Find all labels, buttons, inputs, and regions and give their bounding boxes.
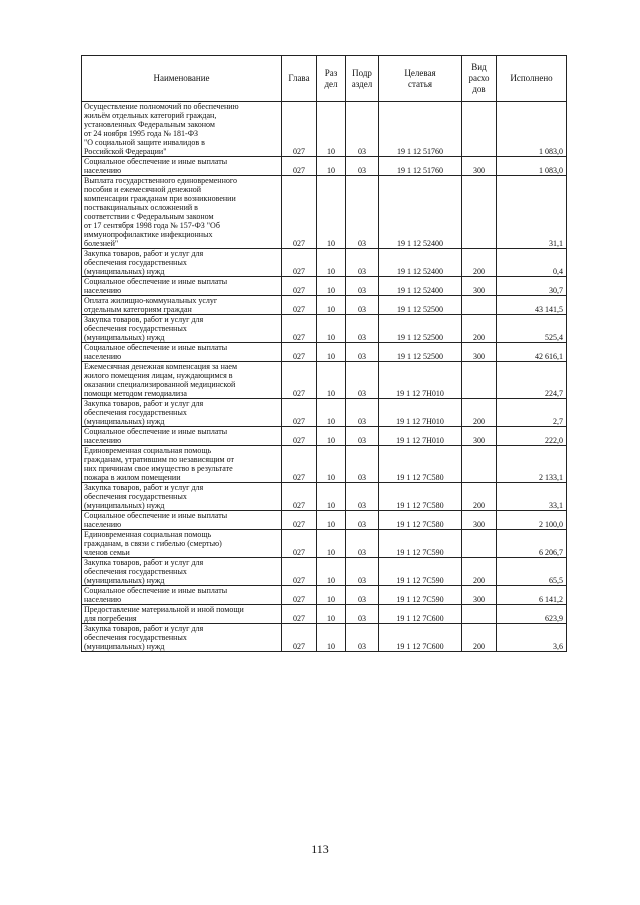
cell-podrazdel: 03 xyxy=(346,558,379,586)
cell-name: Выплата государственного единовременного пособия и ежемесячной денежной компенсации гражданам при возникновении поствакцинальных осложнений в соответствии с Федеральным законом от 17 сентября 1998 года № 157-ФЗ "Об иммунопрофилактике инфекционных болезней" xyxy=(82,176,282,249)
header-name: Наименование xyxy=(82,56,282,102)
cell-podrazdel: 03 xyxy=(346,157,379,176)
cell-podrazdel: 03 xyxy=(346,315,379,343)
cell-podrazdel: 03 xyxy=(346,399,379,427)
cell-name: Закупка товаров, работ и услуг для обеспечения государственных (муниципальных) нужд xyxy=(82,315,282,343)
cell-vid: 200 xyxy=(462,399,497,427)
cell-done: 222,0 xyxy=(497,427,567,446)
cell-razdel: 10 xyxy=(317,277,346,296)
cell-vid: 300 xyxy=(462,586,497,605)
cell-razdel: 10 xyxy=(317,511,346,530)
cell-podrazdel: 03 xyxy=(346,102,379,157)
cell-name: Закупка товаров, работ и услуг для обеспечения государственных (муниципальных) нужд xyxy=(82,249,282,277)
cell-target: 19 1 12 52500 xyxy=(379,343,462,362)
cell-vid xyxy=(462,530,497,558)
cell-razdel: 10 xyxy=(317,605,346,624)
table-row xyxy=(82,511,567,530)
table-row xyxy=(82,427,567,446)
cell-podrazdel: 03 xyxy=(346,296,379,315)
cell-glava: 027 xyxy=(282,605,317,624)
table-row xyxy=(82,624,567,652)
cell-vid: 300 xyxy=(462,343,497,362)
cell-name: Социальное обеспечение и иные выплаты населению xyxy=(82,157,282,176)
cell-name: Единовременная социальная помощь гражданам, в связи с гибелью (смертью) членов семьи xyxy=(82,530,282,558)
table-row xyxy=(82,586,567,605)
header-vid: Вид расхо дов xyxy=(462,56,497,102)
cell-razdel: 10 xyxy=(317,249,346,277)
table-row xyxy=(82,446,567,483)
cell-glava: 027 xyxy=(282,586,317,605)
table-row xyxy=(82,558,567,586)
cell-name: Предоставление материальной и иной помощи для погребения xyxy=(82,605,282,624)
cell-glava: 027 xyxy=(282,483,317,511)
cell-name: Социальное обеспечение и иные выплаты населению xyxy=(82,427,282,446)
cell-razdel: 10 xyxy=(317,157,346,176)
cell-target: 19 1 12 7Н010 xyxy=(379,362,462,399)
cell-glava: 027 xyxy=(282,102,317,157)
cell-glava: 027 xyxy=(282,558,317,586)
cell-glava: 027 xyxy=(282,249,317,277)
cell-target: 19 1 12 51760 xyxy=(379,102,462,157)
cell-vid: 300 xyxy=(462,157,497,176)
cell-done: 42 616,1 xyxy=(497,343,567,362)
cell-done: 6 206,7 xyxy=(497,530,567,558)
cell-done: 6 141,2 xyxy=(497,586,567,605)
cell-name: Социальное обеспечение и иные выплаты населению xyxy=(82,343,282,362)
cell-razdel: 10 xyxy=(317,530,346,558)
cell-podrazdel: 03 xyxy=(346,362,379,399)
cell-vid: 300 xyxy=(462,427,497,446)
cell-razdel: 10 xyxy=(317,558,346,586)
cell-podrazdel: 03 xyxy=(346,427,379,446)
cell-razdel: 10 xyxy=(317,296,346,315)
cell-target: 19 1 12 7С600 xyxy=(379,624,462,652)
cell-vid: 200 xyxy=(462,315,497,343)
cell-vid xyxy=(462,102,497,157)
cell-target: 19 1 12 52500 xyxy=(379,315,462,343)
table-row xyxy=(82,315,567,343)
cell-glava: 027 xyxy=(282,157,317,176)
cell-name: Социальное обеспечение и иные выплаты населению xyxy=(82,277,282,296)
table-row xyxy=(82,605,567,624)
cell-target: 19 1 12 7С590 xyxy=(379,586,462,605)
cell-razdel: 10 xyxy=(317,427,346,446)
cell-name: Социальное обеспечение и иные выплаты населению xyxy=(82,511,282,530)
table-row xyxy=(82,530,567,558)
table-row xyxy=(82,343,567,362)
cell-done: 1 083,0 xyxy=(497,157,567,176)
cell-name: Ежемесячная денежная компенсация за наем жилого помещения лицам, нуждающимся в оказании специализированной медицинской помощи методом гемодиализа xyxy=(82,362,282,399)
table-row xyxy=(82,483,567,511)
table-row xyxy=(82,157,567,176)
cell-glava: 027 xyxy=(282,296,317,315)
cell-done: 43 141,5 xyxy=(497,296,567,315)
cell-done: 2,7 xyxy=(497,399,567,427)
cell-vid xyxy=(462,296,497,315)
cell-razdel: 10 xyxy=(317,446,346,483)
cell-podrazdel: 03 xyxy=(346,530,379,558)
table-row xyxy=(82,102,567,157)
page-number: 113 xyxy=(311,842,329,856)
cell-razdel: 10 xyxy=(317,483,346,511)
cell-target: 19 1 12 7С590 xyxy=(379,558,462,586)
cell-glava: 027 xyxy=(282,530,317,558)
cell-done: 33,1 xyxy=(497,483,567,511)
cell-name: Оплата жилищно-коммунальных услуг отдельным категориям граждан xyxy=(82,296,282,315)
header-done: Исполнено xyxy=(497,56,567,102)
cell-target: 19 1 12 7С580 xyxy=(379,446,462,483)
cell-glava: 027 xyxy=(282,176,317,249)
cell-glava: 027 xyxy=(282,343,317,362)
cell-vid xyxy=(462,362,497,399)
cell-done: 3,6 xyxy=(497,624,567,652)
cell-glava: 027 xyxy=(282,446,317,483)
cell-target: 19 1 12 7С580 xyxy=(379,483,462,511)
cell-glava: 027 xyxy=(282,511,317,530)
cell-target: 19 1 12 7Н010 xyxy=(379,427,462,446)
cell-podrazdel: 03 xyxy=(346,483,379,511)
cell-podrazdel: 03 xyxy=(346,586,379,605)
cell-name: Закупка товаров, работ и услуг для обеспечения государственных (муниципальных) нужд xyxy=(82,399,282,427)
cell-done: 30,7 xyxy=(497,277,567,296)
cell-vid: 200 xyxy=(462,249,497,277)
cell-glava: 027 xyxy=(282,315,317,343)
cell-target: 19 1 12 7С580 xyxy=(379,511,462,530)
cell-target: 19 1 12 52500 xyxy=(379,296,462,315)
cell-podrazdel: 03 xyxy=(346,249,379,277)
cell-vid xyxy=(462,446,497,483)
cell-glava: 027 xyxy=(282,399,317,427)
cell-vid: 300 xyxy=(462,511,497,530)
cell-name: Единовременная социальная помощь гражданам, утратившим по независящим от них причинам свое имущество в результате пожара в жилом помещении xyxy=(82,446,282,483)
table-row xyxy=(82,176,567,249)
cell-done: 0,4 xyxy=(497,249,567,277)
cell-podrazdel: 03 xyxy=(346,605,379,624)
cell-vid: 200 xyxy=(462,483,497,511)
budget-table-container xyxy=(81,55,566,652)
cell-target: 19 1 12 52400 xyxy=(379,176,462,249)
cell-razdel: 10 xyxy=(317,624,346,652)
cell-target: 19 1 12 7Н010 xyxy=(379,399,462,427)
cell-glava: 027 xyxy=(282,427,317,446)
cell-vid: 300 xyxy=(462,277,497,296)
cell-done: 2 133,1 xyxy=(497,446,567,483)
table-row xyxy=(82,277,567,296)
cell-name: Закупка товаров, работ и услуг для обеспечения государственных (муниципальных) нужд xyxy=(82,558,282,586)
cell-vid: 200 xyxy=(462,558,497,586)
cell-razdel: 10 xyxy=(317,176,346,249)
cell-done: 65,5 xyxy=(497,558,567,586)
cell-podrazdel: 03 xyxy=(346,624,379,652)
table-row xyxy=(82,296,567,315)
budget-table xyxy=(81,55,567,652)
cell-done: 31,1 xyxy=(497,176,567,249)
cell-podrazdel: 03 xyxy=(346,176,379,249)
cell-name: Социальное обеспечение и иные выплаты населению xyxy=(82,586,282,605)
cell-target: 19 1 12 52400 xyxy=(379,277,462,296)
cell-razdel: 10 xyxy=(317,343,346,362)
cell-podrazdel: 03 xyxy=(346,343,379,362)
cell-target: 19 1 12 7С600 xyxy=(379,605,462,624)
cell-target: 19 1 12 52400 xyxy=(379,249,462,277)
table-row xyxy=(82,399,567,427)
cell-done: 2 100,0 xyxy=(497,511,567,530)
cell-glava: 027 xyxy=(282,362,317,399)
cell-razdel: 10 xyxy=(317,586,346,605)
cell-razdel: 10 xyxy=(317,102,346,157)
cell-name: Осуществление полномочий по обеспечению жильём отдельных категорий граждан, установленных Федеральным законом от 24 ноября 1995 года № 181-ФЗ "О социальной защите инвалидов в Российской Федерации" xyxy=(82,102,282,157)
cell-done: 623,9 xyxy=(497,605,567,624)
table-row xyxy=(82,249,567,277)
cell-vid xyxy=(462,605,497,624)
header-razdel: Раз дел xyxy=(317,56,346,102)
header-glava: Глава xyxy=(282,56,317,102)
cell-name: Закупка товаров, работ и услуг для обеспечения государственных (муниципальных) нужд xyxy=(82,624,282,652)
cell-vid: 200 xyxy=(462,624,497,652)
cell-done: 1 083,0 xyxy=(497,102,567,157)
cell-podrazdel: 03 xyxy=(346,511,379,530)
header-podrazdel: Подр аздел xyxy=(346,56,379,102)
cell-vid xyxy=(462,176,497,249)
header-target: Целевая статья xyxy=(379,56,462,102)
cell-glava: 027 xyxy=(282,624,317,652)
cell-done: 525,4 xyxy=(497,315,567,343)
cell-target: 19 1 12 7С590 xyxy=(379,530,462,558)
cell-podrazdel: 03 xyxy=(346,446,379,483)
cell-razdel: 10 xyxy=(317,399,346,427)
table-header-row xyxy=(82,56,567,102)
cell-name: Закупка товаров, работ и услуг для обеспечения государственных (муниципальных) нужд xyxy=(82,483,282,511)
cell-glava: 027 xyxy=(282,277,317,296)
cell-target: 19 1 12 51760 xyxy=(379,157,462,176)
cell-razdel: 10 xyxy=(317,362,346,399)
cell-done: 224,7 xyxy=(497,362,567,399)
table-row xyxy=(82,362,567,399)
cell-razdel: 10 xyxy=(317,315,346,343)
cell-podrazdel: 03 xyxy=(346,277,379,296)
